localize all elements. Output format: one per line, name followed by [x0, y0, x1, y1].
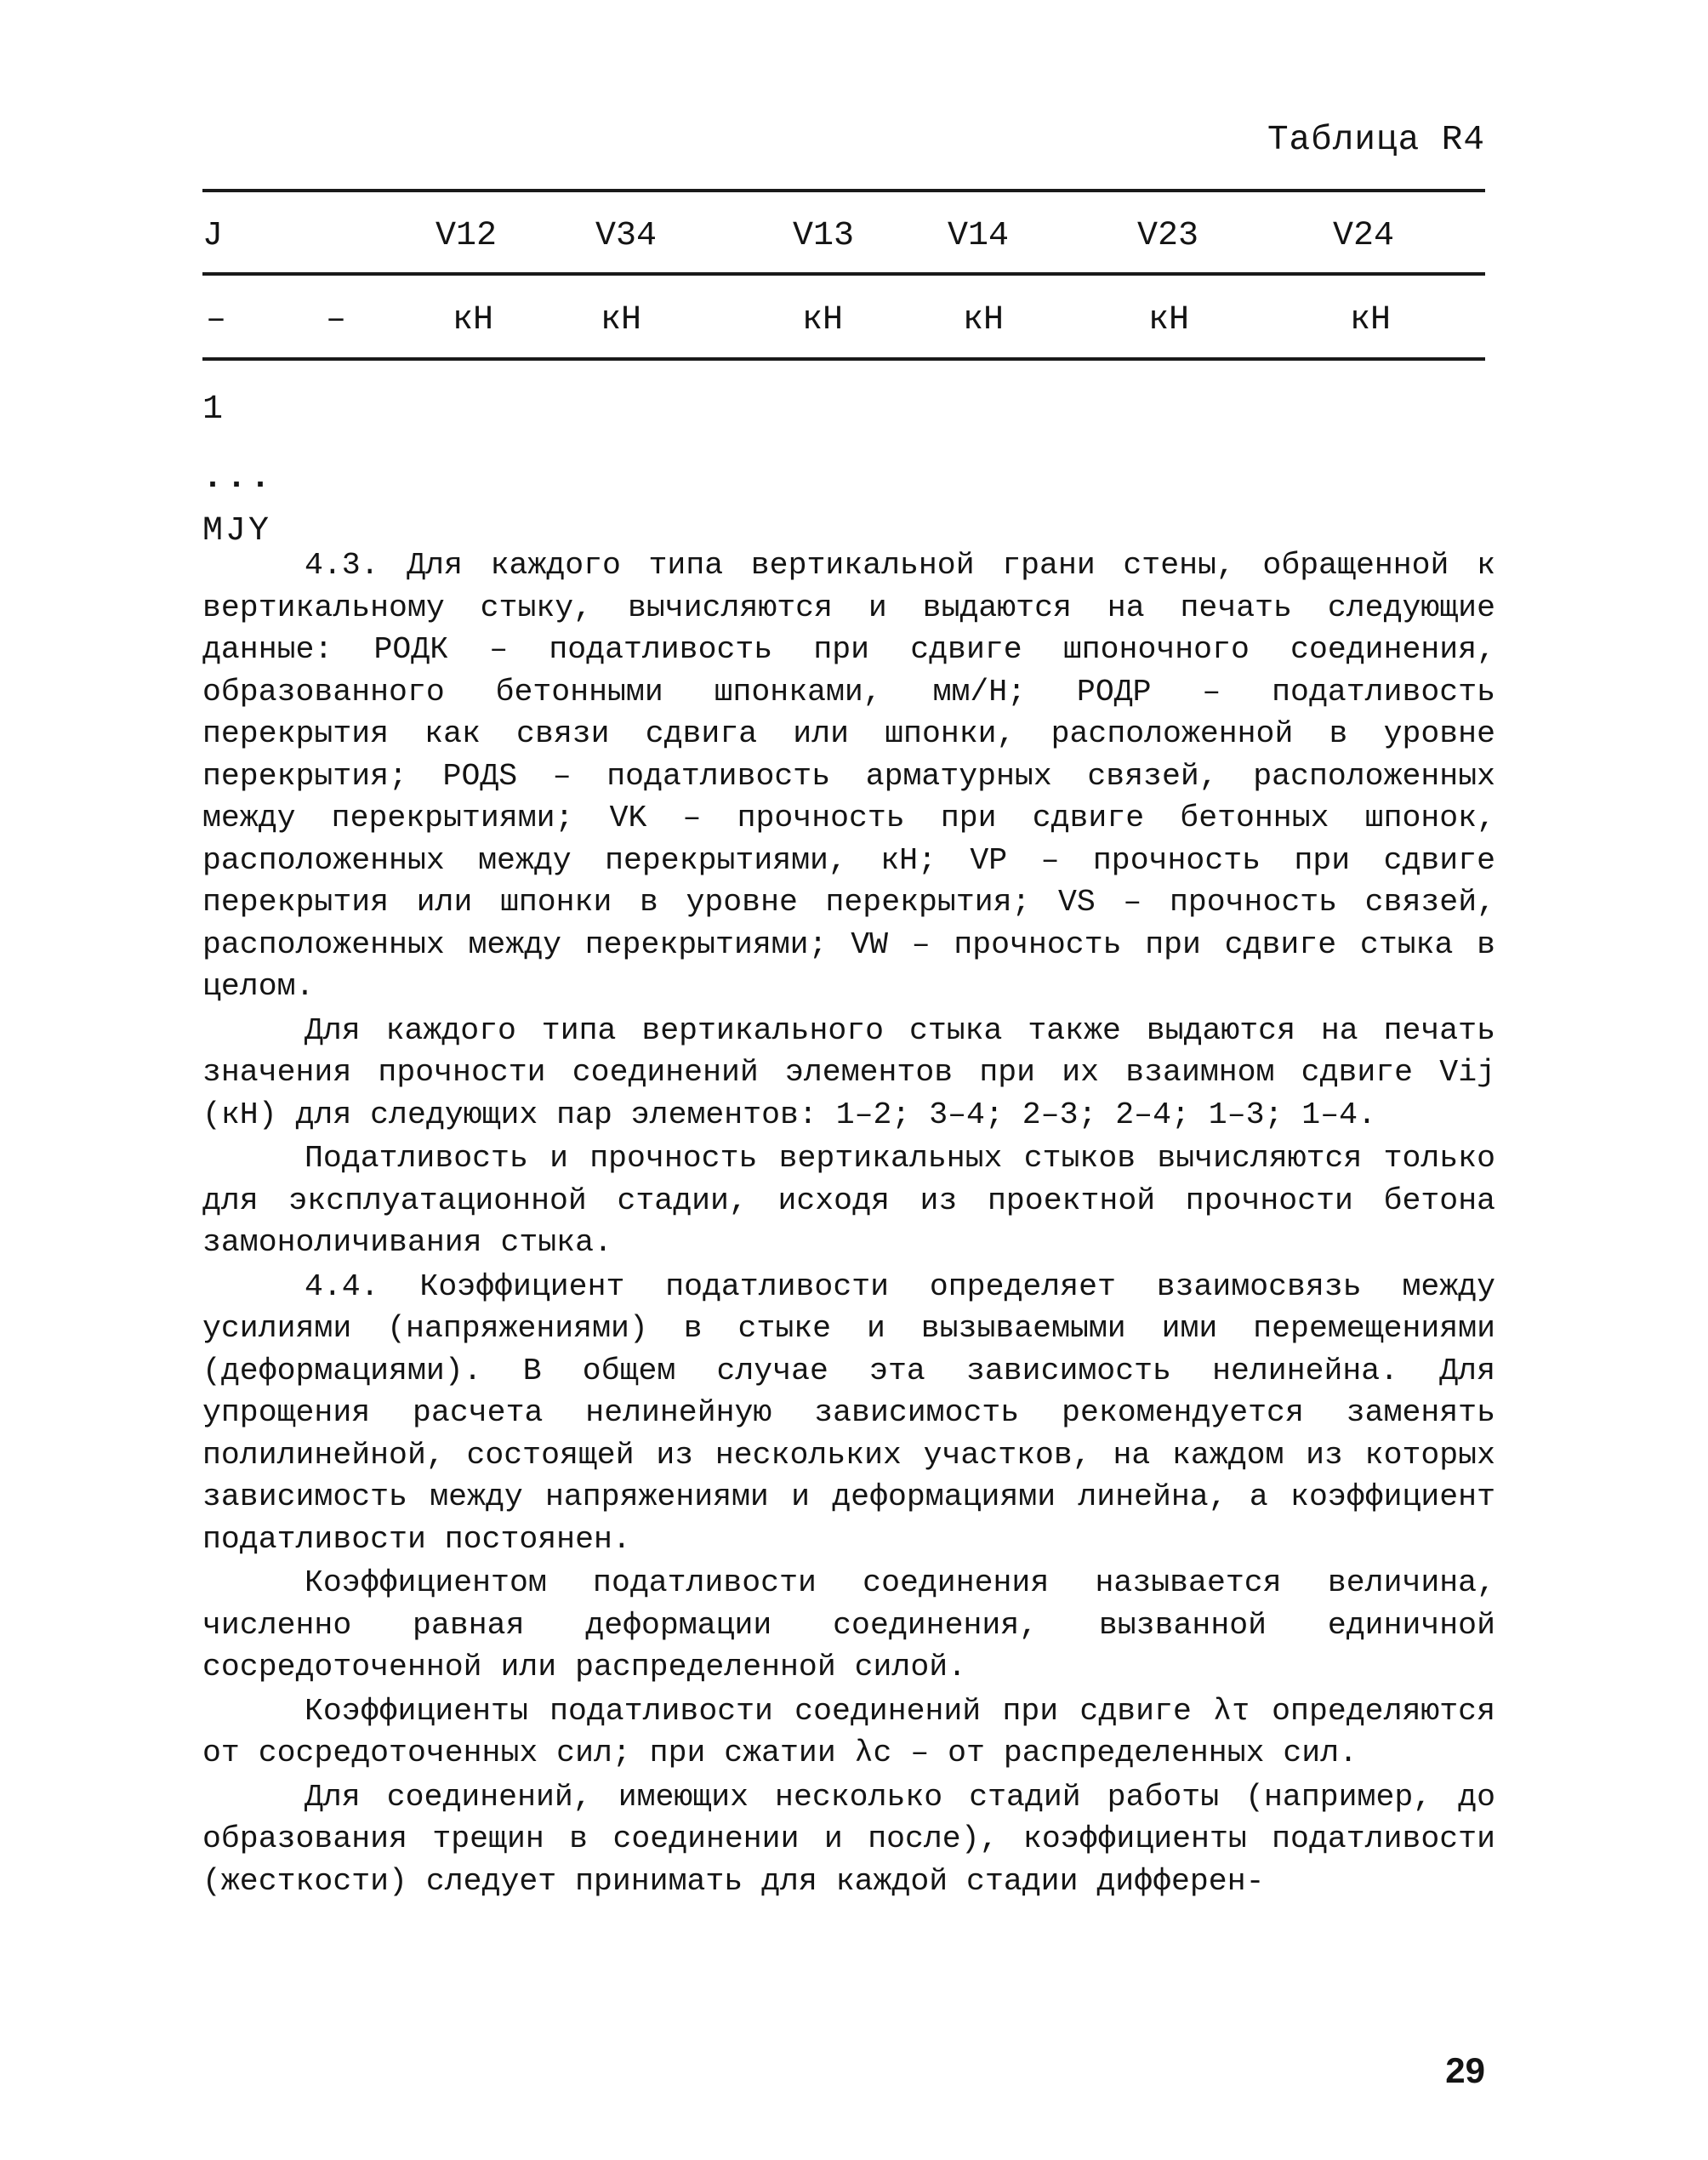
header-cell-v34: V34: [595, 217, 658, 255]
unit-cell: кН: [453, 301, 494, 339]
header-cell-j: J: [202, 217, 224, 255]
paragraph-shear-compression: Коэффициенты податливости соединений при сдвиге λτ определяются от сосредоточенных сил; при сжатии λc – от распределенных сил.: [202, 1693, 1495, 1770]
table-mid-rule: [202, 272, 1485, 276]
paragraph-stages: Для соединений, имеющих несколько стадий работы (например, до образования трещин в соединении и после), коэффициенты податливости (жесткости) следует принимать для каждой стадии дифферен-: [202, 1779, 1495, 1899]
unit-cell: кН: [963, 301, 1005, 339]
table-caption: Таблица R4: [1267, 121, 1485, 160]
unit-cell: –: [206, 301, 227, 339]
paragraph-4-4: 4.4. Коэффициент податливости определяет взаимосвязь между усилиями (напряжениями) в стыке и вызываемыми ими перемещениями (деформациями). В общем случае эта зависимость нелинейна. Для упрощения расчета нелинейную зависимость рекомендуется заменять полилинейной, состоящей из нескольких участков, на каждом из которых зависимость между напряжениями и деформациями линейна, а коэффициент податливости постоянен.: [202, 1268, 1495, 1557]
header-cell-v23: V23: [1137, 217, 1199, 255]
unit-cell: кН: [1350, 301, 1392, 339]
unit-cell: –: [326, 301, 347, 339]
header-cell-v24: V24: [1333, 217, 1395, 255]
header-cell-v14: V14: [948, 217, 1010, 255]
header-cell-v13: V13: [793, 217, 855, 255]
paragraph-joint-strength: Для каждого типа вертикального стыка также выдаются на печать значения прочности соединений элементов при их взаимном сдвиге Vij (кН) для следующих пар элементов: 1–2; 3–4; 2–3; 2–4; 1–3; 1–4.: [202, 1012, 1495, 1132]
paragraph-compliance-stage: Податливость и прочность вертикальных стыков вычисляются только для эксплуатационной стадии, исходя из проектной прочности бетона замоноличивания стыка.: [202, 1141, 1495, 1260]
table-row-label: ...: [202, 459, 275, 498]
table-bottom-rule: [202, 357, 1485, 361]
unit-cell: кН: [1148, 301, 1190, 339]
paragraph-coefficient-definition: Коэффициентом податливости соединения называется величина, численно равная деформации соединения, вызванной единичной сосредоточенной или распределенной силой.: [202, 1565, 1495, 1684]
table-top-rule: [202, 189, 1485, 192]
header-cell-v12: V12: [436, 217, 498, 255]
table-row-label: MJY: [202, 512, 272, 550]
unit-cell: кН: [601, 301, 642, 339]
table-row-label: 1: [202, 390, 224, 429]
page-number: 29: [1445, 2050, 1485, 2090]
body-text: [202, 544, 1495, 1902]
paragraph-4-3: 4.3. Для каждого типа вертикальной грани стены, обращенной к вертикальному стыку, вычисляются и выдаются на печать следующие данные: РОДК – податливость при сдвиге шпоночного соединения, образованного бетонными шпонками, мм/Н; РОДР – податливость перекрытия как связи сдвига или шпонки, расположенной в уровне перекрытия; РОДS – податливость арматурных связей, расположенных между перекрытиями; VK – прочность при сдвиге бетонных шпонок, расположенных между перекрытиями, кН; VP – прочность при сдвиге перекрытия или шпонки в уровне перекрытия; VS – прочность связей, расположенных между перекрытиями; VW – прочность при сдвиге стыка в целом.: [202, 548, 1495, 1004]
unit-cell: кН: [802, 301, 844, 339]
